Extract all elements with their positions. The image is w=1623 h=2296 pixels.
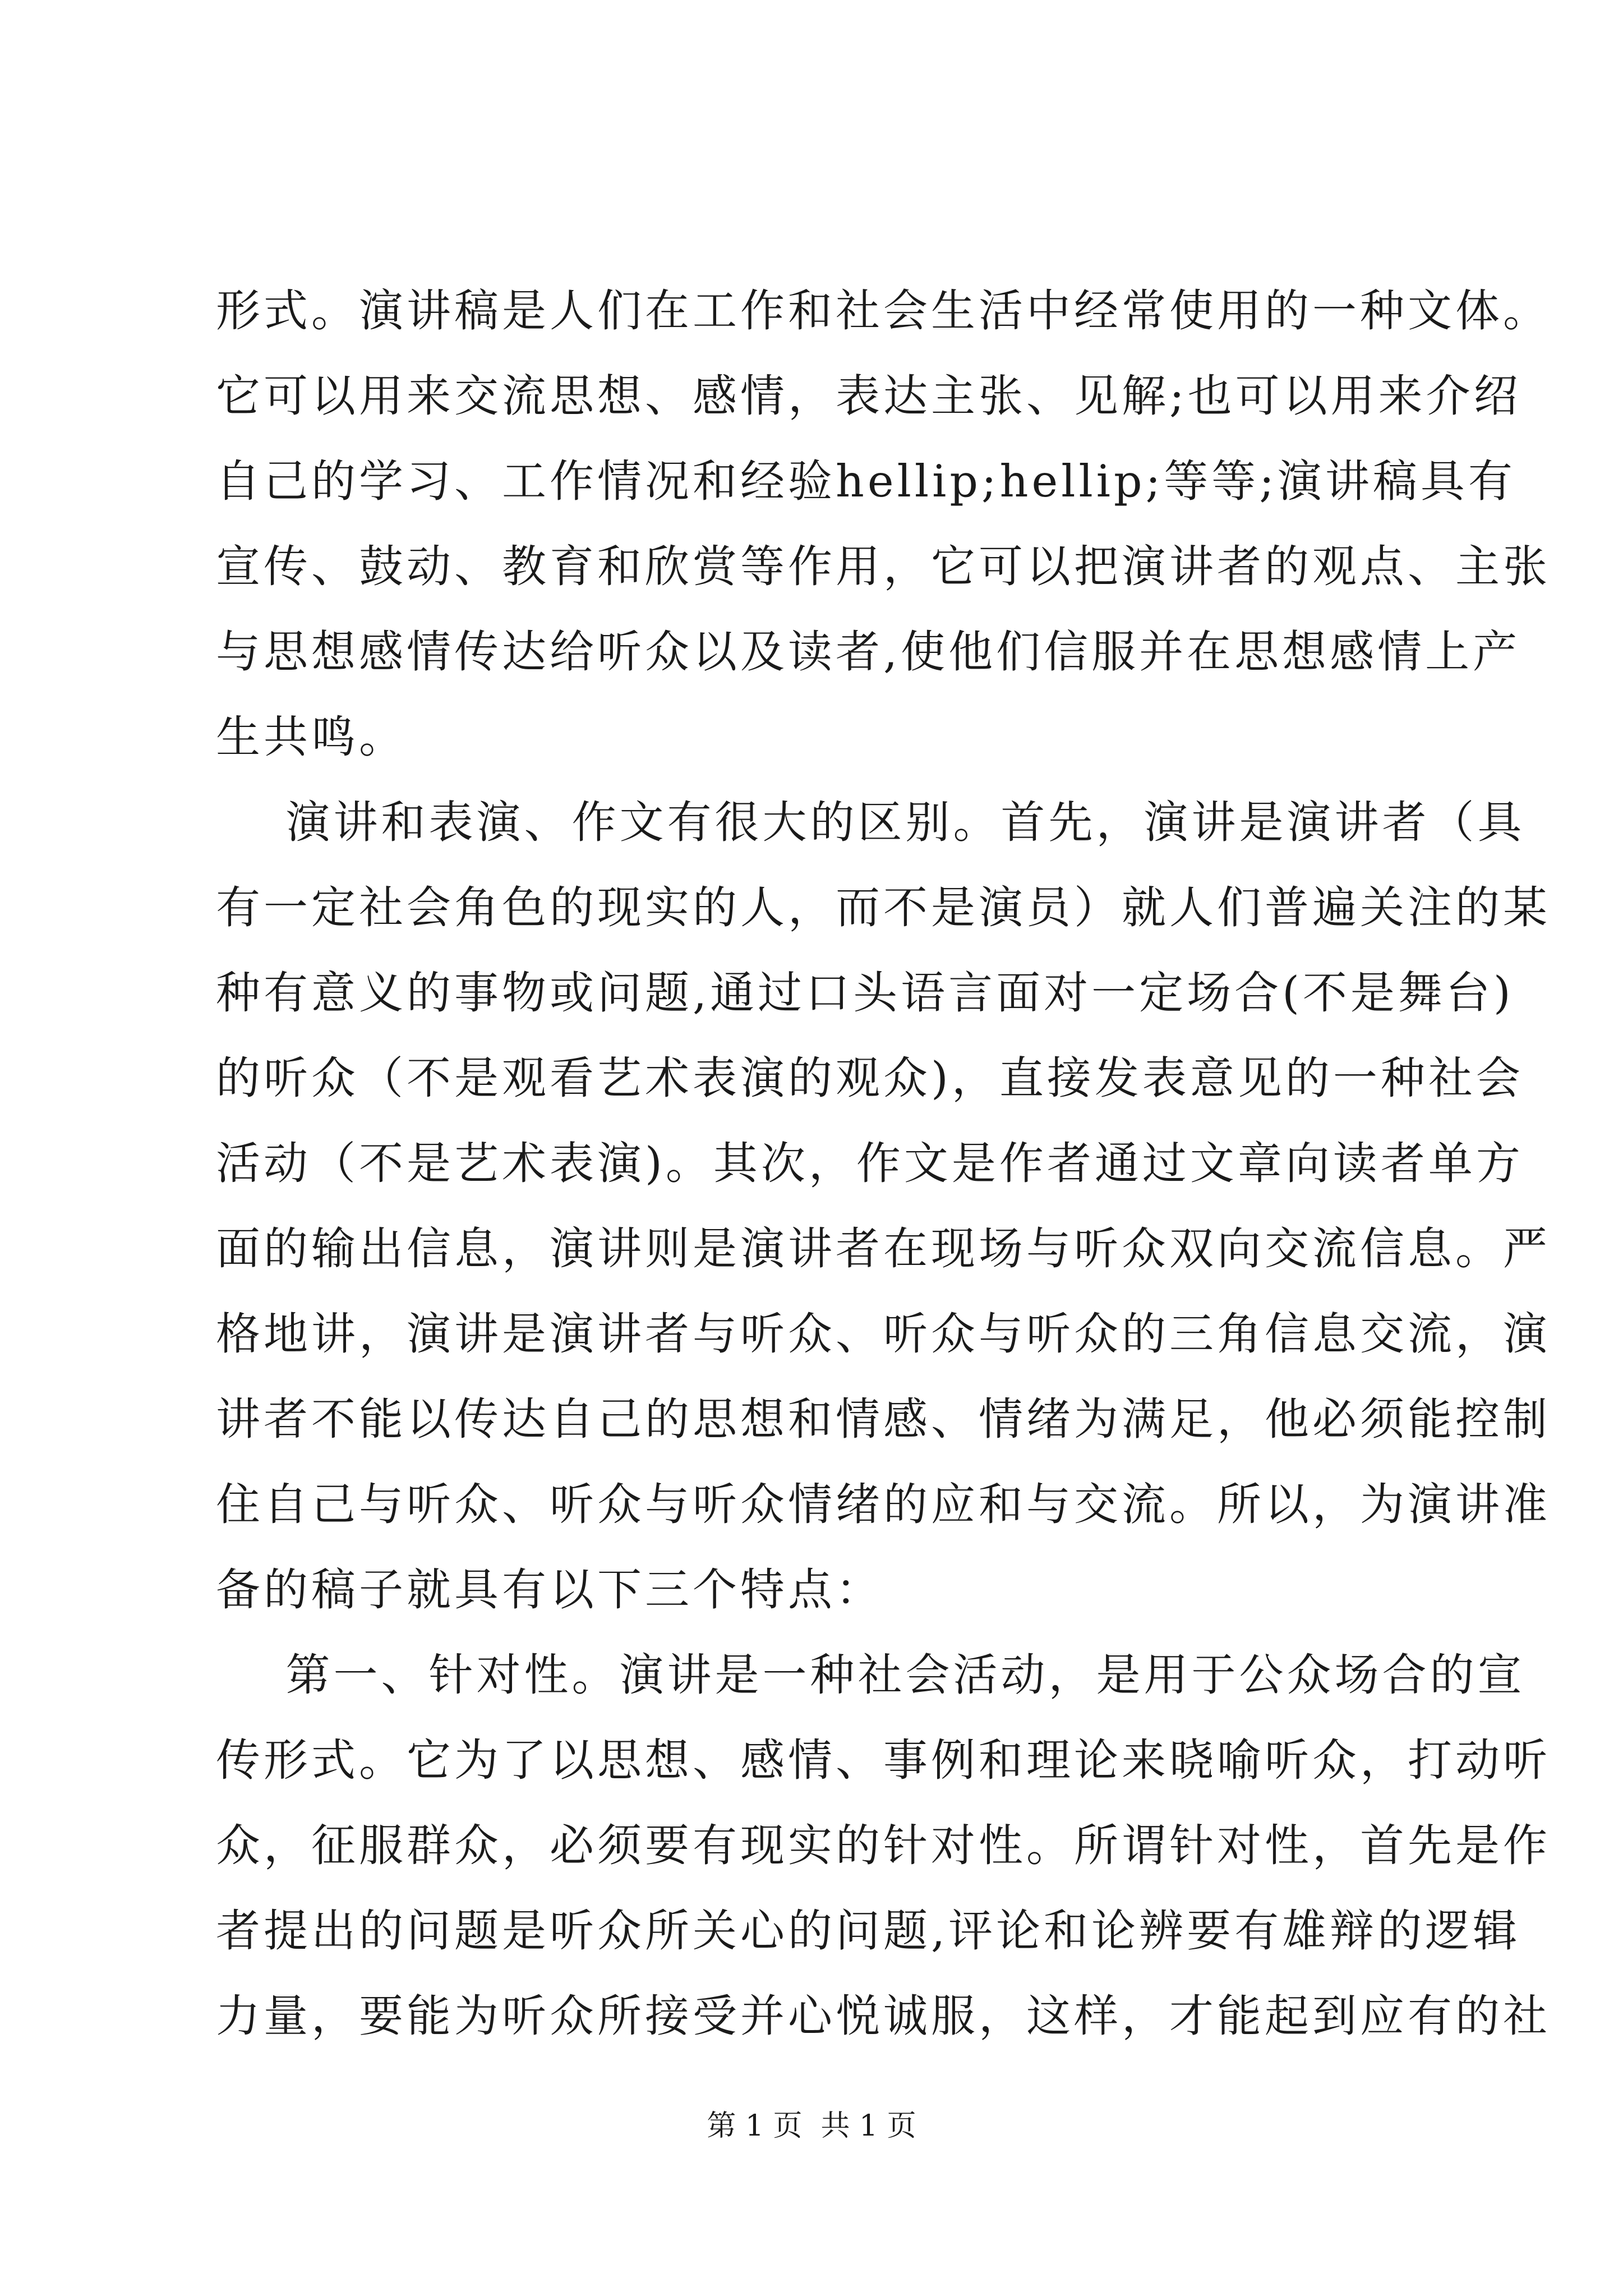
text-line: 第一、针对性。演讲是一种社会活动，是用于公众场合的宣 — [216, 1649, 1525, 1701]
text-line: 传形式。它为了以思想、感情、事例和理论来晓喻听众，打动听 — [216, 1734, 1551, 1786]
text-line: 众，征服群众，必须要有现实的针对性。所谓针对性，首先是作 — [216, 1820, 1551, 1871]
page-footer: 第 1 页 共 1 页 — [707, 2109, 916, 2143]
text-line: 自己的学习、工作情况和经验hellip;hellip;等等;演讲稿具有 — [216, 455, 1516, 507]
text-line: 活动（不是艺术表演)。其次，作文是作者通过文章向读者单方 — [216, 1138, 1524, 1189]
text-line: 演讲和表演、作文有很大的区别。首先，演讲是演讲者（具 — [216, 797, 1525, 848]
text-line: 的听众（不是观看艺术表演的观众)，直接发表意见的一种社会 — [216, 1052, 1524, 1104]
text-line: 面的输出信息，演讲则是演讲者在现场与听众双向交流信息。严 — [216, 1223, 1551, 1274]
text-line: 备的稿子就具有以下三个特点： — [216, 1564, 883, 1616]
text-line: 与思想感情传达给听众以及读者,使他们信服并在思想感情上产 — [216, 626, 1521, 678]
text-line: 格地讲，演讲是演讲者与听众、听众与听众的三角信息交流，演 — [216, 1308, 1551, 1360]
text-line: 住自己与听众、听众与听众情绪的应和与交流。所以，为演讲准 — [216, 1479, 1551, 1530]
text-line: 生共鸣。 — [216, 711, 407, 763]
text-line: 有一定社会角色的现实的人，而不是演员）就人们普遍关注的某 — [216, 882, 1551, 933]
text-line: 讲者不能以传达自己的思想和情感、情绪为满足，他必须能控制 — [216, 1393, 1551, 1445]
text-line: 它可以用来交流思想、感情，表达主张、见解;也可以用来介绍 — [216, 370, 1521, 422]
text-line: 力量，要能为听众所接受并心悦诚服，这样，才能起到应有的社 — [216, 1990, 1551, 2042]
text-line: 宣传、鼓动、教育和欣赏等作用，它可以把演讲者的观点、主张 — [216, 541, 1551, 592]
body-text — [216, 268, 1551, 2059]
text-line: 形式。演讲稿是人们在工作和社会生活中经常使用的一种文体。 — [216, 285, 1551, 337]
text-line: 种有意义的事物或问题,通过口头语言面对一定场合(不是舞台) — [216, 967, 1514, 1019]
text-line: 者提出的问题是听众所关心的问题,评论和论辨要有雄辩的逻辑 — [216, 1905, 1521, 1957]
